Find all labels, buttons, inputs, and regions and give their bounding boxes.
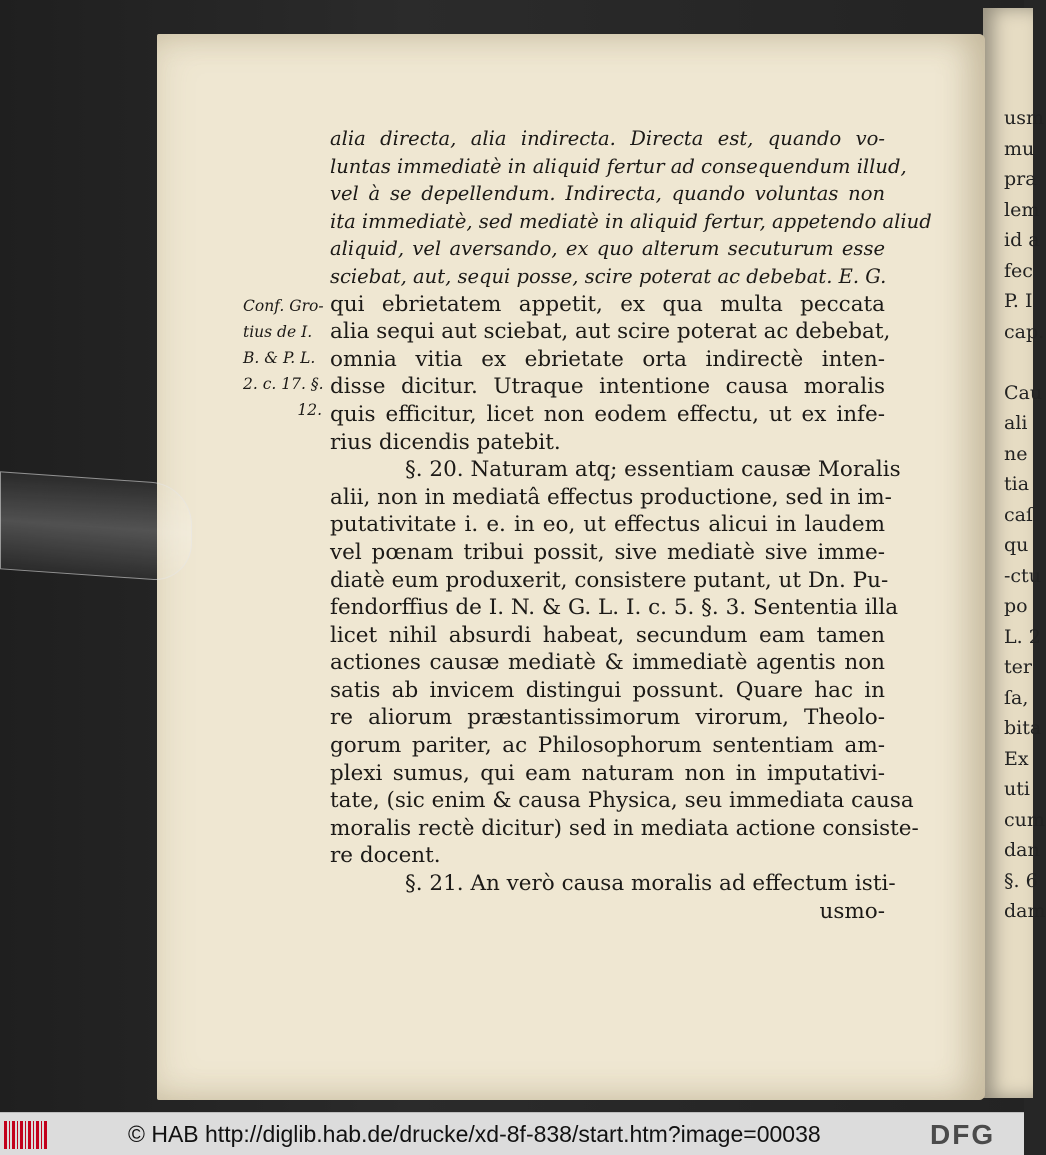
margin-note-line: tius de I. xyxy=(243,323,313,341)
adjacent-page-fragment: tia xyxy=(1004,473,1030,495)
adjacent-page-fragment: uti xyxy=(1004,778,1030,800)
adjacent-page-fragment: cum xyxy=(1004,808,1045,831)
viewer-footer xyxy=(0,1112,1024,1155)
text-line: licet nihil absurdi habeat, secundum eam tamen xyxy=(330,622,885,648)
adjacent-page-fragment: fec xyxy=(1004,259,1033,282)
paragraph-start: §. 20. Naturam atq; essentiam causæ Moralis xyxy=(405,457,901,483)
text-line: luntas immediatè in aliquid fertur ad consequendum illud, xyxy=(330,154,907,178)
margin-note-line: 12. xyxy=(297,401,322,419)
text-line: vel à se depellendum. Indirecta, quando voluntas non xyxy=(330,182,885,206)
adjacent-page-fragment: Cau xyxy=(1004,381,1043,404)
adjacent-page-fragment: dam xyxy=(1004,900,1046,922)
adjacent-page-fragment: lem xyxy=(1004,198,1040,221)
adjacent-page-fragment: -ctu xyxy=(1004,564,1041,587)
adjacent-page-fragment: id a xyxy=(1004,229,1040,251)
adjacent-page-fragment: dan xyxy=(1004,839,1040,861)
adjacent-page-fragment: mu xyxy=(1004,137,1035,160)
text-line: rius dicendis patebit. xyxy=(330,429,561,455)
margin-note xyxy=(243,293,328,423)
text-line: disse dicitur. Utraque intentione causa moralis xyxy=(330,374,885,400)
paragraph-start: §. 21. An verò causa moralis ad effectum isti- xyxy=(405,871,896,897)
adjacent-page-fragment: §. 6 xyxy=(1004,869,1038,892)
text-line: qui ebrietatem appetit, ex qua multa peccata xyxy=(330,291,885,317)
text-line: tate, (sic enim & causa Physica, seu immediata causa xyxy=(330,788,914,814)
page-clamp xyxy=(0,471,192,582)
dfg-logo: DFG xyxy=(930,1119,996,1150)
text-line: alia sequi aut sciebat, aut scire poterat ac debebat, xyxy=(330,319,891,345)
adjacent-page-fragment: Ex xyxy=(1004,747,1029,770)
text-line: alia directa, alia indirecta. Directa est, quando vo- xyxy=(330,127,885,150)
adjacent-page-fragment: caſ xyxy=(1004,503,1034,526)
adjacent-page-fragment: L. 2 xyxy=(1004,625,1041,648)
adjacent-page-fragment: ſa, xyxy=(1004,686,1029,709)
text-line: sciebat, aut, sequi posse, scire poterat ac debebat. E. G. xyxy=(330,264,887,288)
text-line: aliquid, vel aversando, ex quo alterum secuturum esse xyxy=(330,237,885,261)
adjacent-page-fragment: ter xyxy=(1004,656,1032,678)
margin-note-line: 2. c. 17. §. xyxy=(243,375,324,393)
adjacent-page-fragment: P. I xyxy=(1004,290,1033,312)
text-line: plexi sumus, qui eam naturam non in imputativi- xyxy=(330,760,885,786)
text-line: alii, non in mediatâ effectus productione, sed in im- xyxy=(330,484,892,510)
text-line: moralis rectè dicitur) sed in mediata actione consiste- xyxy=(330,815,919,841)
margin-note-line: Conf. Gro- xyxy=(243,297,324,315)
adjacent-page-fragment: po xyxy=(1004,595,1028,617)
adjacent-page-edge xyxy=(983,8,1046,1098)
text-line: vel pœnam tribui possit, sive mediatè sive imme- xyxy=(330,539,885,565)
adjacent-page-fragment: cap. xyxy=(1004,320,1045,343)
adjacent-page-fragment: qu xyxy=(1004,534,1029,556)
text-line: putativitate i. e. in eo, ut effectus alicui in laudem xyxy=(330,512,885,538)
text-line: diatè eum produxerit, consistere putant, ut Dn. Pu- xyxy=(330,567,889,593)
margin-note-line: B. & P. L. xyxy=(243,349,316,367)
hab-logo-icon xyxy=(4,1121,48,1149)
copyright-url[interactable]: © HAB http://diglib.hab.de/drucke/xd-8f-838/start.htm?image=00038 xyxy=(128,1121,821,1147)
text-line: re aliorum præstantissimorum virorum, Theolo- xyxy=(330,705,885,731)
text-line: satis ab invicem distingui possunt. Quare hac in xyxy=(330,677,885,703)
text-line: ita immediatè, sed mediatè in aliquid fertur, appetendo aliud xyxy=(330,209,932,233)
text-line: gorum pariter, ac Philosophorum sententiam am- xyxy=(330,733,885,759)
catchword: usmo- xyxy=(819,898,885,924)
text-line: quis efficitur, licet non eodem effectu, ut ex infe- xyxy=(330,401,885,427)
adjacent-page-fragment: ne xyxy=(1004,442,1028,465)
adjacent-page-fragment: pra xyxy=(1004,168,1037,190)
adjacent-page-fragment: bita xyxy=(1004,717,1042,739)
adjacent-page-fragment xyxy=(1004,347,1033,378)
body-text xyxy=(330,125,932,925)
text-line: fendorffius de I. N. & G. L. I. c. 5. §. 3. Sententia illa xyxy=(330,595,899,621)
adjacent-page-fragment: ali xyxy=(1004,412,1028,434)
text-line: omnia vitia ex ebrietate orta indirectè inten- xyxy=(330,346,885,372)
text-line: actiones causæ mediatè & immediatè agentis non xyxy=(330,650,885,676)
adjacent-page-fragment: usm xyxy=(1004,107,1045,129)
text-line: re docent. xyxy=(330,843,441,869)
